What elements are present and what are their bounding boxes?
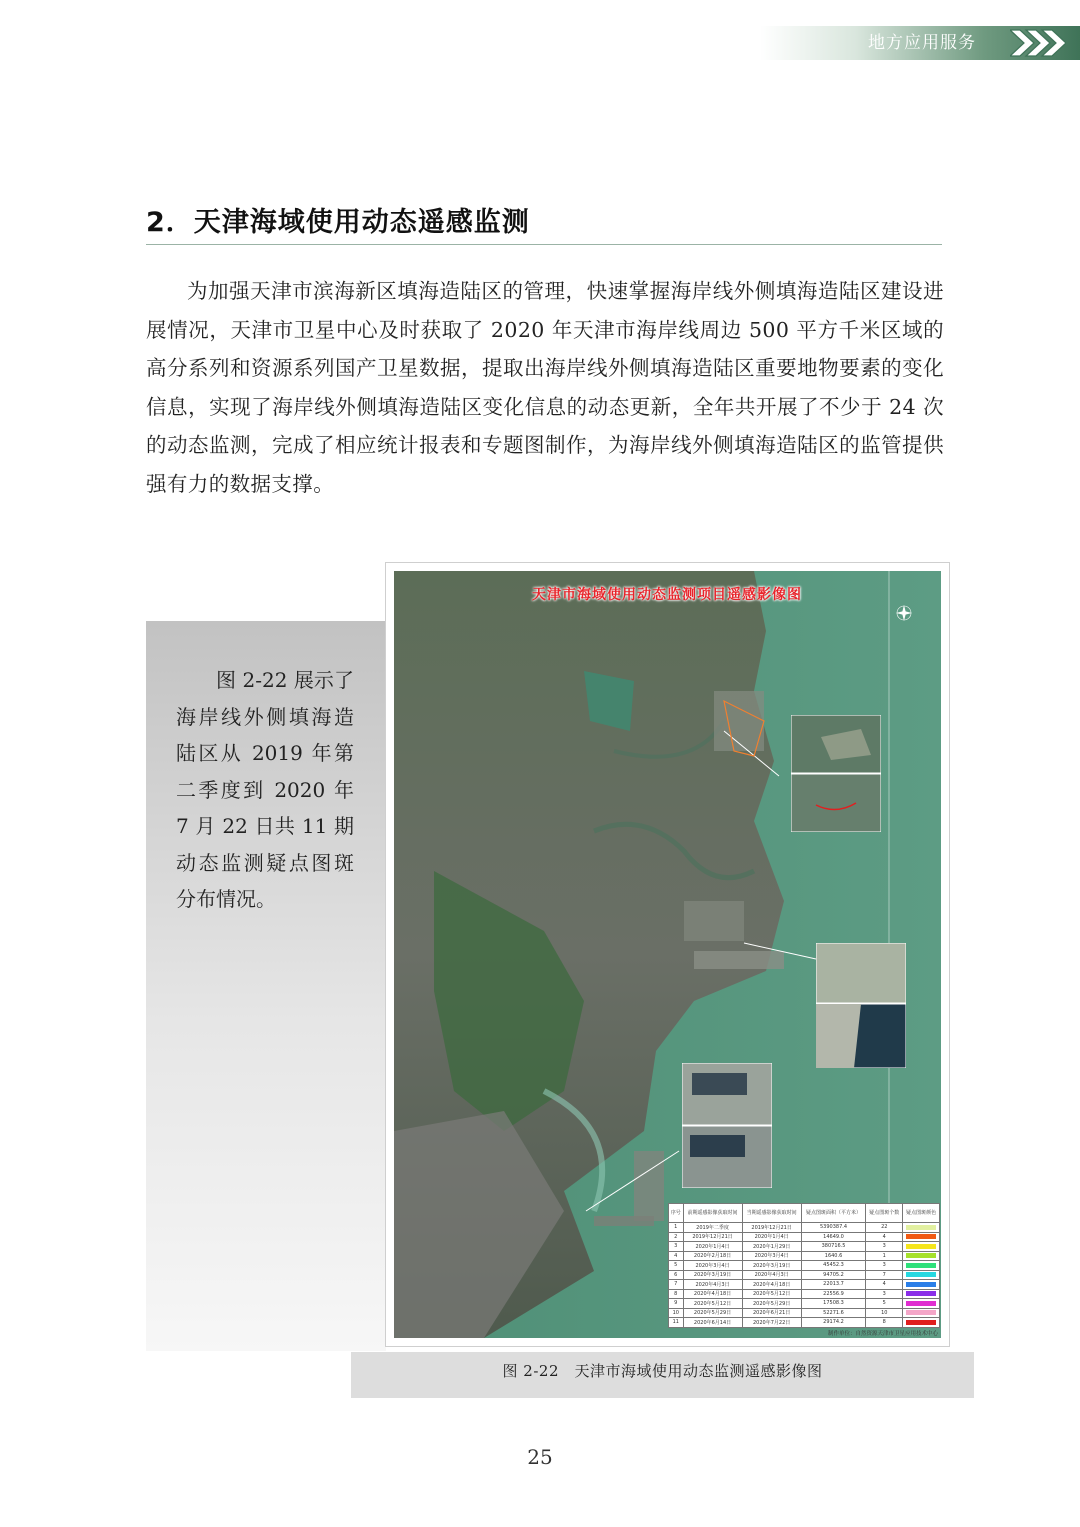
legend-color-swatch [906,1310,936,1315]
legend-color-cell [903,1270,940,1280]
heading-divider [146,244,942,245]
legend-cell: 22556.9 [801,1289,866,1299]
legend-cell: 52271.6 [801,1308,866,1318]
legend-cell: 3 [669,1242,684,1252]
body-paragraph: 为加强天津市滨海新区填海造陆区的管理，快速掌握海岸线外侧填海造陆区建设进展情况，天津市卫星中心及时获取了 2020 年天津市海岸线周边 500 平方千米区域的高分系列和资源系列国产卫星数据，提取出海岸线外侧填海造陆区重要地物要素的变化信息，实现了海岸线外侧填海造陆区变化信息的动态更新，全年共开展了不少于 24 次的动态监测，完成了相应统计报表和专题图制作，为海岸线外侧填海造陆区的监管提供强有力的数据支撑。 [146,279,944,496]
legend-header-cell: 前期遥感影像获取时间 [683,1204,742,1223]
page-number: 25 [527,1445,553,1469]
legend-header-cell: 疑点图斑颜色 [903,1204,940,1223]
producer-note: 制作单位：自然资源天津市卫星应用技术中心 [827,1331,938,1337]
legend-cell: 5 [669,1261,684,1271]
legend-color-swatch [906,1272,936,1277]
legend-header-cell: 疑点图斑个数 [866,1204,903,1223]
legend-color-swatch [906,1263,936,1268]
legend-cell: 2020年5月29日 [742,1299,801,1309]
section-label: 地方应用服务 [868,33,976,53]
legend-cell: 2020年3月4日 [683,1261,742,1271]
legend-cell: 1 [669,1223,684,1233]
legend-row [669,1289,940,1299]
legend-cell: 29174.2 [801,1318,866,1328]
legend-cell: 7 [866,1270,903,1280]
legend-color-cell [903,1232,940,1242]
legend-cell: 9 [669,1299,684,1309]
legend-cell: 7 [669,1280,684,1290]
legend-color-swatch [906,1225,936,1230]
legend-color-cell [903,1289,940,1299]
legend-cell: 4 [866,1280,903,1290]
inset-image-middle [816,943,906,1068]
legend-row [669,1299,940,1309]
legend-cell: 2020年5月29日 [683,1308,742,1318]
inset-image-south [682,1063,772,1188]
legend-cell: 8 [866,1318,903,1328]
legend-cell: 380716.5 [801,1242,866,1252]
legend-color-cell [903,1251,940,1261]
legend-row [669,1308,940,1318]
legend-color-cell [903,1242,940,1252]
legend-cell: 3 [866,1242,903,1252]
legend-cell: 2019年12月21日 [683,1232,742,1242]
legend-row [669,1232,940,1242]
legend-color-swatch [906,1301,936,1306]
legend-color-swatch [906,1282,936,1287]
legend-cell: 5390387.4 [801,1223,866,1233]
legend-cell: 2020年3月19日 [742,1261,801,1271]
legend-cell: 2020年5月12日 [683,1299,742,1309]
legend-cell: 2020年4月18日 [683,1289,742,1299]
legend-header-row [669,1204,940,1223]
legend-color-swatch [906,1234,936,1239]
legend-color-swatch [906,1320,936,1325]
legend-header-cell: 疑点图斑面积（平方米） [801,1204,866,1223]
legend-cell: 2020年7月22日 [742,1318,801,1328]
figure-caption: 图 2-22 天津市海域使用动态监测遥感影像图 [502,1362,823,1380]
legend-cell: 94705.2 [801,1270,866,1280]
legend-color-cell [903,1223,940,1233]
legend-cell: 4 [866,1232,903,1242]
chevron-right-icon [1010,28,1066,58]
legend-cell: 3 [866,1261,903,1271]
legend-cell: 45452.3 [801,1261,866,1271]
legend-cell: 5 [866,1299,903,1309]
legend-cell: 1640.6 [801,1251,866,1261]
legend-cell: 22013.7 [801,1280,866,1290]
inset-image-north [791,715,881,832]
legend-row [669,1251,940,1261]
legend-cell: 2020年4月3日 [742,1270,801,1280]
legend-cell: 14649.0 [801,1232,866,1242]
legend-cell: 17508.3 [801,1299,866,1309]
legend-row [669,1261,940,1271]
legend-color-swatch [906,1291,936,1296]
legend-cell: 3 [866,1289,903,1299]
legend-cell: 10 [866,1308,903,1318]
legend-row [669,1242,940,1252]
legend-cell: 1 [866,1251,903,1261]
legend-header-cell: 序号 [669,1204,684,1223]
legend-cell: 4 [669,1251,684,1261]
side-note-text: 图 2-22 展示了海岸线外侧填海造陆区从 2019 年第二季度到 2020 年 7 月 22 日共 11 期动态监测疑点图斑分布情况。 [176,668,354,911]
legend-cell: 2019年二季度 [683,1223,742,1233]
legend-color-cell [903,1299,940,1309]
legend-cell: 2020年1月4日 [683,1242,742,1252]
legend-color-cell [903,1261,940,1271]
legend-cell: 10 [669,1308,684,1318]
legend-cell: 2020年3月4日 [742,1251,801,1261]
legend-cell: 6 [669,1270,684,1280]
legend-color-cell [903,1280,940,1290]
map-title: 天津市海域使用动态监测项目遥感影像图 [532,587,802,603]
legend-cell: 8 [669,1289,684,1299]
legend-row [669,1223,940,1233]
legend-color-swatch [906,1244,936,1249]
legend-cell: 2020年1月29日 [742,1242,801,1252]
legend-cell: 2020年1月4日 [742,1232,801,1242]
legend-table [668,1203,940,1328]
legend-row [669,1280,940,1290]
legend-color-swatch [906,1253,936,1258]
legend-header-cell: 当期遥感影像获取时间 [742,1204,801,1223]
section-heading: 2．天津海域使用动态遥感监测 [146,207,530,238]
legend-color-cell [903,1318,940,1328]
legend-cell: 22 [866,1223,903,1233]
legend-cell: 2019年12月21日 [742,1223,801,1233]
legend-cell: 11 [669,1318,684,1328]
legend-cell: 2 [669,1232,684,1242]
legend-cell: 2020年4月18日 [742,1280,801,1290]
legend-cell: 2020年6月14日 [683,1318,742,1328]
legend-color-cell [903,1308,940,1318]
legend-cell: 2020年3月19日 [683,1270,742,1280]
legend-cell: 2020年4月3日 [683,1280,742,1290]
legend-cell: 2020年2月18日 [683,1251,742,1261]
legend-cell: 2020年5月12日 [742,1289,801,1299]
legend-row [669,1318,940,1328]
legend-row [669,1270,940,1280]
legend-cell: 2020年6月21日 [742,1308,801,1318]
